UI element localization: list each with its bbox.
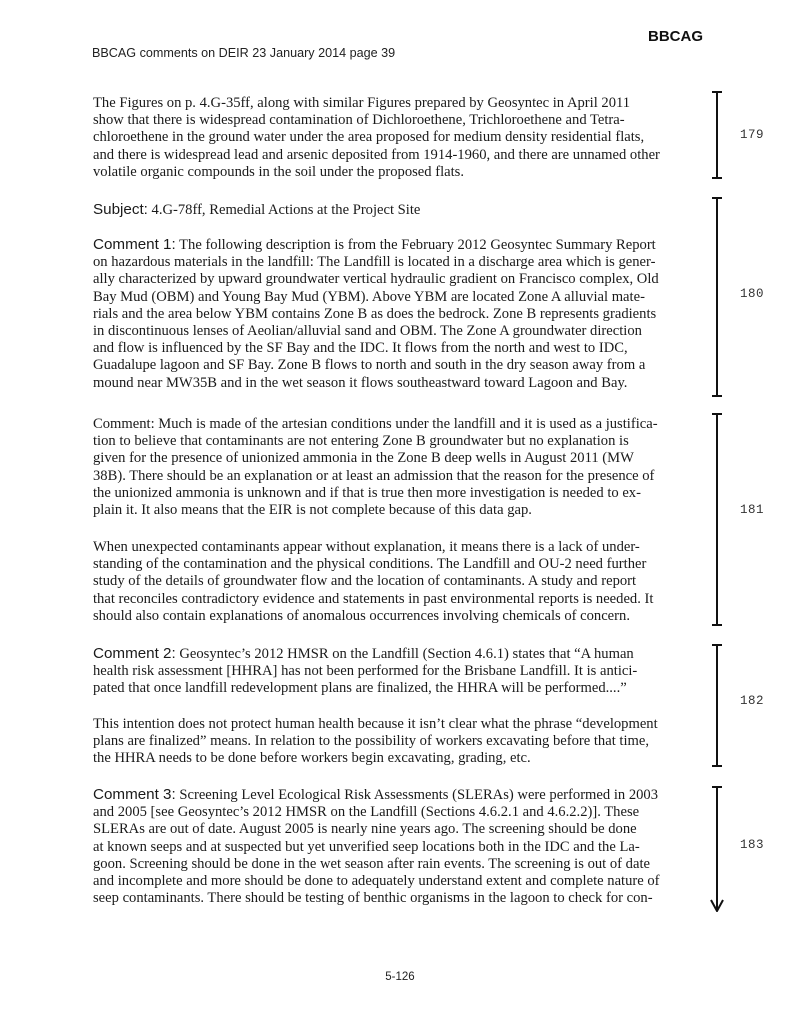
text-line: tion to believe that contaminants are not entering Zone B groundwater but no explanation is [93, 433, 629, 450]
comment-bracket-181 [716, 413, 718, 626]
text-line: Screening Level Ecological Risk Assessments (SLERAs) were performed in 2003 [175, 787, 659, 803]
comment-1 [93, 236, 713, 392]
comment-bracket-183 [716, 786, 718, 911]
comment-bracket-180 [716, 197, 718, 397]
comment-1-label: Comment 1: [93, 236, 176, 253]
text-line: The Figures on p. 4.G-35ff, along with similar Figures prepared by Geosyntec in April 2011 [93, 95, 631, 111]
text-line: seep contaminants. There should be testing of benthic organisms in the lagoon to check for con- [93, 890, 653, 907]
text-line: should also contain explanations of anomalous occurrences involving chemicals of concern. [93, 607, 630, 624]
comment-2 [93, 645, 713, 698]
comment-number-180: 180 [740, 287, 765, 301]
comment-bracket-182 [716, 644, 718, 767]
text-line: plans are finalized” means. In relation to the possibility of workers excavating before that time, [93, 733, 649, 750]
text-line: goon. Screening should be done in the wet season after rain events. The screening is out of date [93, 855, 650, 872]
text-line: ally characterized by upward groundwater vertical hydraulic gradient on Francisco complex, Old [93, 271, 659, 288]
text-line: on hazardous materials in the landfill: The Landfill is located in a discharge area which is gener- [93, 254, 656, 271]
text-line: The following description is from the February 2012 Geosyntec Summary Report [175, 237, 656, 253]
text-line: mound near MW35B and in the wet season it flows southeastward toward Lagoon and Bay. [93, 374, 628, 391]
text-line: study of the details of groundwater flow and the location of contaminants. A study and report [93, 573, 637, 590]
text-line: and incomplete and more should be done to adequately understand extent and complete nature of [93, 873, 660, 890]
page-number: 5-126 [385, 971, 415, 983]
paragraph-intention [93, 716, 713, 768]
text-line: volatile organic compounds in the soil under the proposed flats. [93, 163, 464, 180]
paragraph-unexpected-contaminants [93, 539, 713, 625]
text-line: at known seeps and at suspected but yet unverified seep locations both in the IDC and the La- [93, 838, 640, 855]
text-line: Geosyntec’s 2012 HMSR on the Landfill (Section 4.6.1) states that “A human [175, 646, 634, 662]
text-line: Comment: Much is made of the artesian conditions under the landfill and it is used as a justifica- [93, 416, 658, 432]
text-line: show that there is widespread contamination of Dichloroethene, Trichloroethene and Tetra- [93, 112, 625, 129]
comment-number-179: 179 [740, 128, 765, 142]
text-line: Guadalupe lagoon and SF Bay. Zone B flows to north and south in the dry season away from a [93, 357, 646, 374]
text-line: the HHRA needs to be done before workers begin excavating, grading, etc. [93, 750, 531, 767]
comment-3 [93, 786, 713, 907]
text-line: given for the presence of unionized ammonia in the Zone B deep wells in August 2011 (MW [93, 450, 634, 467]
arrow-down-icon [710, 898, 724, 912]
paragraph-figures [93, 95, 713, 181]
text-line: SLERAs are out of date. August 2005 is nearly nine years ago. The screening should be done [93, 821, 637, 838]
comment-3-label: Comment 3: [93, 786, 176, 803]
comment-artesian [93, 416, 713, 519]
comment-2-label: Comment 2: [93, 645, 176, 662]
running-title: BBCAG comments on DEIR 23 January 2014 page 39 [92, 46, 396, 60]
text-line: plain it. It also means that the EIR is not complete because of this data gap. [93, 502, 532, 519]
comment-number-181: 181 [740, 503, 765, 517]
text-line: health risk assessment [HHRA] has not been performed for the Brisbane Landfill. It is antici- [93, 663, 638, 680]
comment-bracket-179 [716, 91, 718, 179]
text-line: in discontinuous lenses of Aeolian/alluvial sand and OBM. The Zone A groundwater direction [93, 323, 642, 340]
text-line: and 2005 [see Geosyntec’s 2012 HMSR on the Landfill (Sections 4.6.2.1 and 4.6.2.2)]. These [93, 804, 640, 821]
organization-header: BBCAG [648, 28, 703, 45]
subject-label: Subject: [93, 201, 148, 218]
text-line: rials and the area below YBM contains Zone B as does the bedrock. Zone B represents gradients [93, 305, 657, 322]
text-line: the unionized ammonia is unknown and if that is true then more investigation is needed to ex- [93, 484, 641, 501]
comment-number-183: 183 [740, 838, 765, 852]
text-line: and there is widespread lead and arsenic deposited from 1914-1960, and there are unnamed other [93, 146, 660, 163]
text-line: that reconciles contradictory evidence and statements in past environmental reports is needed. It [93, 590, 654, 607]
comment-number-182: 182 [740, 694, 765, 708]
subject-text: 4.G-78ff, Remedial Actions at the Project Site [147, 202, 421, 218]
text-line: chloroethene in the ground water under the area proposed for medium density residential flats, [93, 129, 645, 146]
text-line: 38B). There should be an explanation or at least an admission that the reason for the presence of [93, 467, 655, 484]
text-line: Bay Mud (OBM) and Young Bay Mud (YBM). Above YBM are located Zone A alluvial mate- [93, 288, 645, 305]
subject-line [93, 201, 713, 219]
text-line: When unexpected contaminants appear without explanation, it means there is a lack of under- [93, 539, 640, 555]
text-line: and flow is influenced by the SF Bay and the IDC. It flows from the north and west to IDC, [93, 340, 628, 357]
text-line: This intention does not protect human health because it isn’t clear what the phrase “development [93, 716, 658, 732]
text-line: standing of the contamination and the physical conditions. The Landfill and OU-2 need further [93, 556, 647, 573]
text-line: pated that once landfill redevelopment plans are finalized, the HHRA will be performed....” [93, 680, 627, 697]
